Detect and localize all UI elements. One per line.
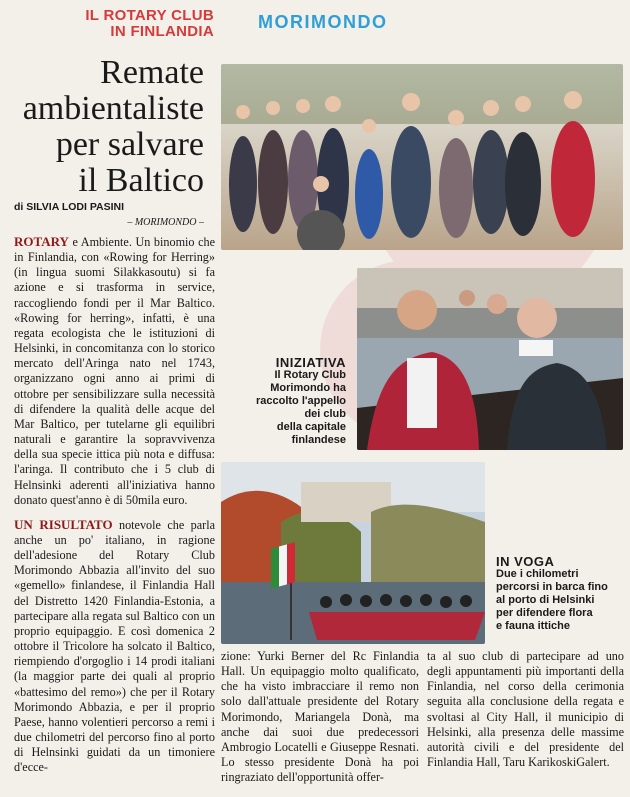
caption-line: raccolto l'appello (255, 395, 346, 407)
caption-title: IN VOGA (496, 554, 555, 569)
caption-line: per difendere flora (496, 607, 593, 619)
paragraph-text: zione: Yurki Berner del Rc Finlandia Hall. Un equipaggio molto qualificato, che ha visto imbracciare il remo non solo dall'attuale presidente del Rotary Morimondo, Mariangela Donà, ma anche dai suoi due predecessori Ambrogio Locatelli e Giuseppe Resnati. Lo stesso presidente Donà ha poi ringraziato dell'opportunità offer- (221, 649, 419, 785)
article-column-1 (14, 234, 215, 775)
caption-line: al porto di Helsinki (496, 594, 595, 606)
article-column-2 (221, 649, 419, 785)
caption-line: Due i chilometri (496, 568, 579, 580)
caption-line: percorsi in barca fino (496, 581, 608, 593)
headline-line: Remate (100, 54, 204, 91)
headline (10, 55, 204, 199)
caption-title: INIZIATIVA (275, 355, 346, 370)
paragraph-text: notevole che parla anche un po' italiano, in ragione dell'adesione del Rotary Club Morimondo Abbazia all'invito del suo «gemello» finlandese, il Finlandia Hall del Distretto 1420 Finlandia-Estonia, a partecipare alla regata sul Baltico con un proprio equipaggio. E così domenica 2 ottobre il Tricolore ha solcato il Baltico, riempiendo d'orgoglio i 14 prodi italiani (la maggior parte dei quali al proprio «battesimo del remo») che per il Rotary Morimondo Abbazia, e per il proprio Paese, hanno volentieri percorso a remi i due chilometri del percorso fino al porto di Helnsinki guidati da un timoniere d'ecce- (14, 517, 215, 775)
headline-line: il Baltico (78, 162, 204, 199)
paragraph-1 (14, 234, 215, 508)
kicker-line-1: IL ROTARY CLUB (85, 7, 214, 24)
caption-in-voga (496, 555, 628, 633)
caption-iniziativa (222, 356, 346, 447)
paragraph-text: e Ambiente. Un binomio che in Finlandia, con «Rowing for Herring» (in lingua suomi Silakkasoutu) si fa azione e si trasforma in service, raccogliendo fondi per il Mar Baltico. «Rowing for herring», infatti, è una regata ecologista che le istituzioni di Helsinki, in concomitanza con lo storico mercato dell'Aringa nato nel 1743, organizzano ogni anno ai primi di ottobre per sensibilizzare sulla necessità di difendere la qualità delle acque del Mar Baltico, per tutelarne gli equilibri naturali e garantire la sopravvivenza della sua specie ittica più nota e diffusa: l'aringa. Il contributo che i 5 club di Helnsinki aderenti all'iniziativa hanno donato quest'anno è di 50mila euro. (14, 235, 215, 507)
lead-in: UN RISULTATO (14, 516, 113, 532)
caption-line: Morimondo ha (270, 382, 346, 394)
byline: di SILVIA LODI PASINI (14, 201, 125, 213)
harbor-photo (221, 462, 485, 644)
lead-in: ROTARY (14, 234, 69, 249)
article-column-3 (427, 649, 624, 770)
caption-line: dei club (304, 408, 346, 420)
paragraph-text: ta al suo club di partecipare ad uno degli appuntamenti più importanti della Finlandia, nel corso della cerimonia seguita alla conclusione della regata e svoltasi al City Hall, il municipio di Helsinki, alla presenza delle massime autorità civili e del presidente del Finlandia Hall, Taru KarikoskiGalert. (427, 649, 624, 770)
caption-line: e fauna ittiche (496, 620, 570, 632)
paragraph-2 (14, 517, 215, 776)
kicker-line-2: IN FINLANDIA (110, 23, 214, 40)
dateline: – MORIMONDO – (127, 217, 204, 228)
headline-line: ambientaliste (22, 90, 204, 127)
caption-line: finlandese (291, 434, 346, 446)
section-kicker (14, 8, 214, 40)
caption-line: Il Rotary Club (274, 369, 346, 381)
group-photo (221, 64, 623, 250)
rowers-photo (357, 268, 623, 450)
town-label: MORIMONDO (258, 12, 388, 32)
caption-line: della capitale (276, 421, 346, 433)
headline-line: per salvare (55, 126, 204, 163)
